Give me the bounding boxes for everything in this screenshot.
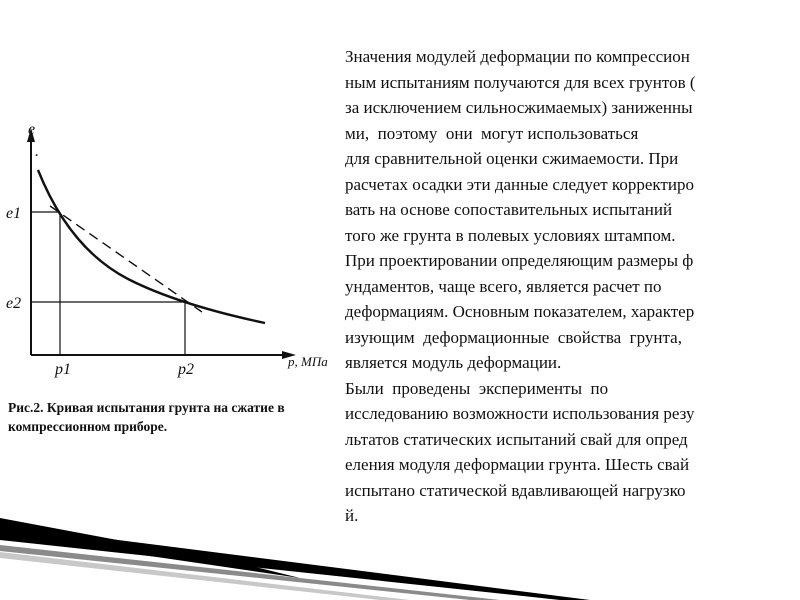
text-line: для сравнительной оценки сжимаемости. При — [345, 149, 679, 168]
text-line: вать на основе сопоставительных испытаний — [345, 200, 673, 219]
text-line: испытано статической вдавливающей нагрузко — [345, 480, 686, 500]
y-axis-dot: . — [35, 143, 39, 160]
decor-wedge-main — [0, 518, 300, 578]
text-line: й. — [345, 506, 359, 525]
e1-label: e1 — [6, 205, 22, 222]
x-axis-label: p, МПа — [288, 354, 328, 369]
e2-label: e2 — [6, 295, 22, 312]
text-line: изующим деформационные свойства грунта, — [345, 327, 682, 347]
text-line: того же грунта в полевых условиях штампом. — [345, 225, 676, 245]
text-line: При проектировании определяющим размеры ф — [345, 251, 694, 270]
text-line: за исключением сильносжимаемых) заниженны — [345, 98, 693, 117]
text-line: Значения модулей деформации по компрессион — [345, 47, 690, 66]
p1-label: p1 — [55, 361, 71, 378]
y-axis-label: e — [28, 121, 36, 138]
text-line: исследованию возможности использования резу — [345, 404, 695, 423]
text-line: является модуль деформации. — [345, 353, 562, 372]
text-line: ми, поэтому они могут использоваться — [345, 123, 639, 143]
decor-wedge-gray — [0, 545, 500, 600]
text-line: льтатов статических испытаний свай для опред — [345, 429, 688, 449]
p2-label: p2 — [178, 361, 194, 378]
text-line: деформациям. Основным показателем, характер — [345, 302, 695, 321]
caption-line-2: компрессионном приборе. — [8, 419, 168, 434]
text-line: еления модуля деформации грунта. Шесть свай — [345, 455, 690, 474]
text-line: ным испытаниям получаются для всех грунтов ( — [345, 72, 696, 92]
text-line: ундаментов, чаще всего, является расчет по — [345, 276, 662, 296]
text-line: расчетах осадки эти данные следует корректиро — [345, 174, 694, 194]
caption-line-1: Рис.2. Кривая испытания грунта на сжатие в — [8, 400, 285, 415]
text-line: Были проведены эксперименты по — [345, 378, 609, 398]
